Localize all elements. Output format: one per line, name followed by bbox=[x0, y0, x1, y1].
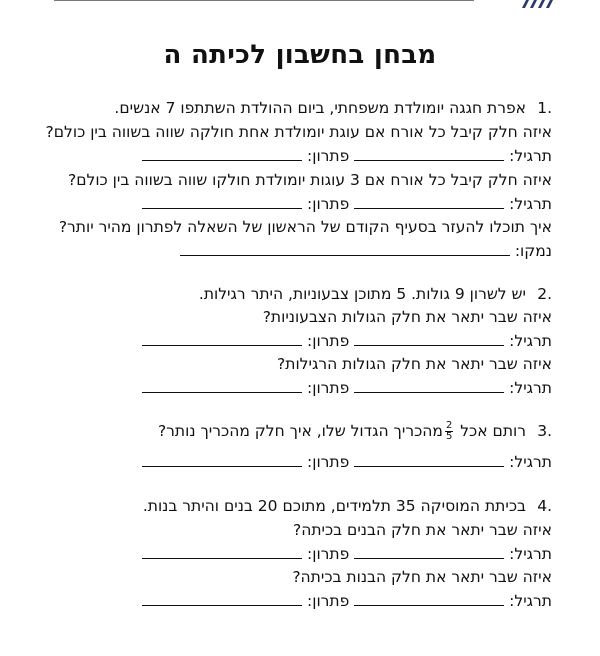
fraction bbox=[445, 421, 453, 442]
question-number: .4 bbox=[537, 497, 552, 515]
answer-row bbox=[142, 544, 552, 564]
answer-row bbox=[142, 378, 552, 398]
question-text-before: רותם אכל bbox=[460, 422, 526, 440]
exercise-blank[interactable] bbox=[354, 591, 504, 606]
reason-label: נמקו: bbox=[514, 242, 552, 260]
reason-row bbox=[180, 241, 552, 261]
question-4-sub-b: איזה שבר יתאר את חלק הבנות בכיתה? bbox=[292, 568, 552, 586]
reason-blank[interactable] bbox=[180, 241, 510, 256]
solution-blank[interactable] bbox=[142, 378, 302, 393]
solution-label: פתרון: bbox=[307, 545, 350, 563]
exercise-label: תרגיל: bbox=[509, 453, 552, 471]
question-1 bbox=[114, 98, 552, 118]
question-text: אפרת חגגה יומולדת משפחתי, ביום ההולדת השתתפו 7 אנשים. bbox=[114, 99, 526, 117]
question-2-sub-a: איזה שבר יתאר את חלק הגולות הצבעוניות? bbox=[262, 308, 552, 326]
question-text: יש לשרון 9 גולות. 5 מתוכן צבעוניות, היתר רגילות. bbox=[198, 285, 526, 303]
exercise-label: תרגיל: bbox=[509, 592, 552, 610]
exercise-blank[interactable] bbox=[354, 544, 504, 559]
solution-label: פתרון: bbox=[307, 379, 350, 397]
question-4 bbox=[143, 496, 552, 516]
question-1-sub-b: איזה חלק קיבל כל אורח אם 3 עוגות יומולדת חולקו שווה בשווה בין כולם? bbox=[68, 171, 552, 189]
answer-row bbox=[142, 591, 552, 611]
logo-icon bbox=[520, 0, 560, 8]
question-2 bbox=[199, 284, 552, 304]
fraction-denominator: 5 bbox=[445, 431, 453, 442]
solution-blank[interactable] bbox=[142, 331, 302, 346]
question-number: .2 bbox=[537, 285, 552, 303]
exercise-blank[interactable] bbox=[354, 452, 504, 467]
exercise-label: תרגיל: bbox=[509, 379, 552, 397]
question-number: .3 bbox=[537, 422, 552, 440]
solution-blank[interactable] bbox=[142, 146, 302, 161]
question-text: בכיתת המוסיקה 35 תלמידים, מתוכם 20 בנים והיתר בנות. bbox=[142, 497, 526, 515]
solution-label: פתרון: bbox=[307, 592, 350, 610]
solution-label: פתרון: bbox=[307, 195, 350, 213]
page-title: מבחן בחשבון לכיתה ה bbox=[163, 40, 437, 70]
answer-row bbox=[142, 331, 552, 351]
question-1-sub-a: איזה חלק קיבל כל אורח אם עוגת יומולדת אחת חולקה שווה בשווה בין כולם? bbox=[45, 123, 552, 141]
exercise-label: תרגיל: bbox=[509, 545, 552, 563]
exercise-blank[interactable] bbox=[354, 194, 504, 209]
exercise-blank[interactable] bbox=[354, 378, 504, 393]
question-text-after: מהכריך הגדול שלו, איך חלק מהכריך נותר? bbox=[157, 422, 443, 440]
answer-row bbox=[142, 194, 552, 214]
question-4-sub-a: איזה שבר יתאר את חלק הבנים בכיתה? bbox=[292, 521, 552, 539]
answer-row bbox=[142, 452, 552, 472]
question-1-sub-c: איך תוכלו להעזר בסעיף הקודם של הראשון של השאלה לפתרון מהיר יותר? bbox=[58, 218, 552, 236]
exercise-label: תרגיל: bbox=[509, 147, 552, 165]
exercise-label: תרגיל: bbox=[509, 195, 552, 213]
solution-blank[interactable] bbox=[142, 544, 302, 559]
exercise-blank[interactable] bbox=[354, 146, 504, 161]
fraction-numerator: 2 bbox=[445, 420, 453, 431]
header-rule bbox=[54, 0, 474, 1]
solution-label: פתרון: bbox=[307, 147, 350, 165]
question-2-sub-b: איזה שבר יתאר את חלק הגולות הרגילות? bbox=[277, 355, 552, 373]
question-3 bbox=[158, 421, 552, 442]
solution-blank[interactable] bbox=[142, 194, 302, 209]
answer-row bbox=[142, 146, 552, 166]
solution-blank[interactable] bbox=[142, 591, 302, 606]
exercise-blank[interactable] bbox=[354, 331, 504, 346]
solution-label: פתרון: bbox=[307, 453, 350, 471]
question-number: .1 bbox=[537, 99, 552, 117]
exercise-label: תרגיל: bbox=[509, 332, 552, 350]
solution-blank[interactable] bbox=[142, 452, 302, 467]
solution-label: פתרון: bbox=[307, 332, 350, 350]
